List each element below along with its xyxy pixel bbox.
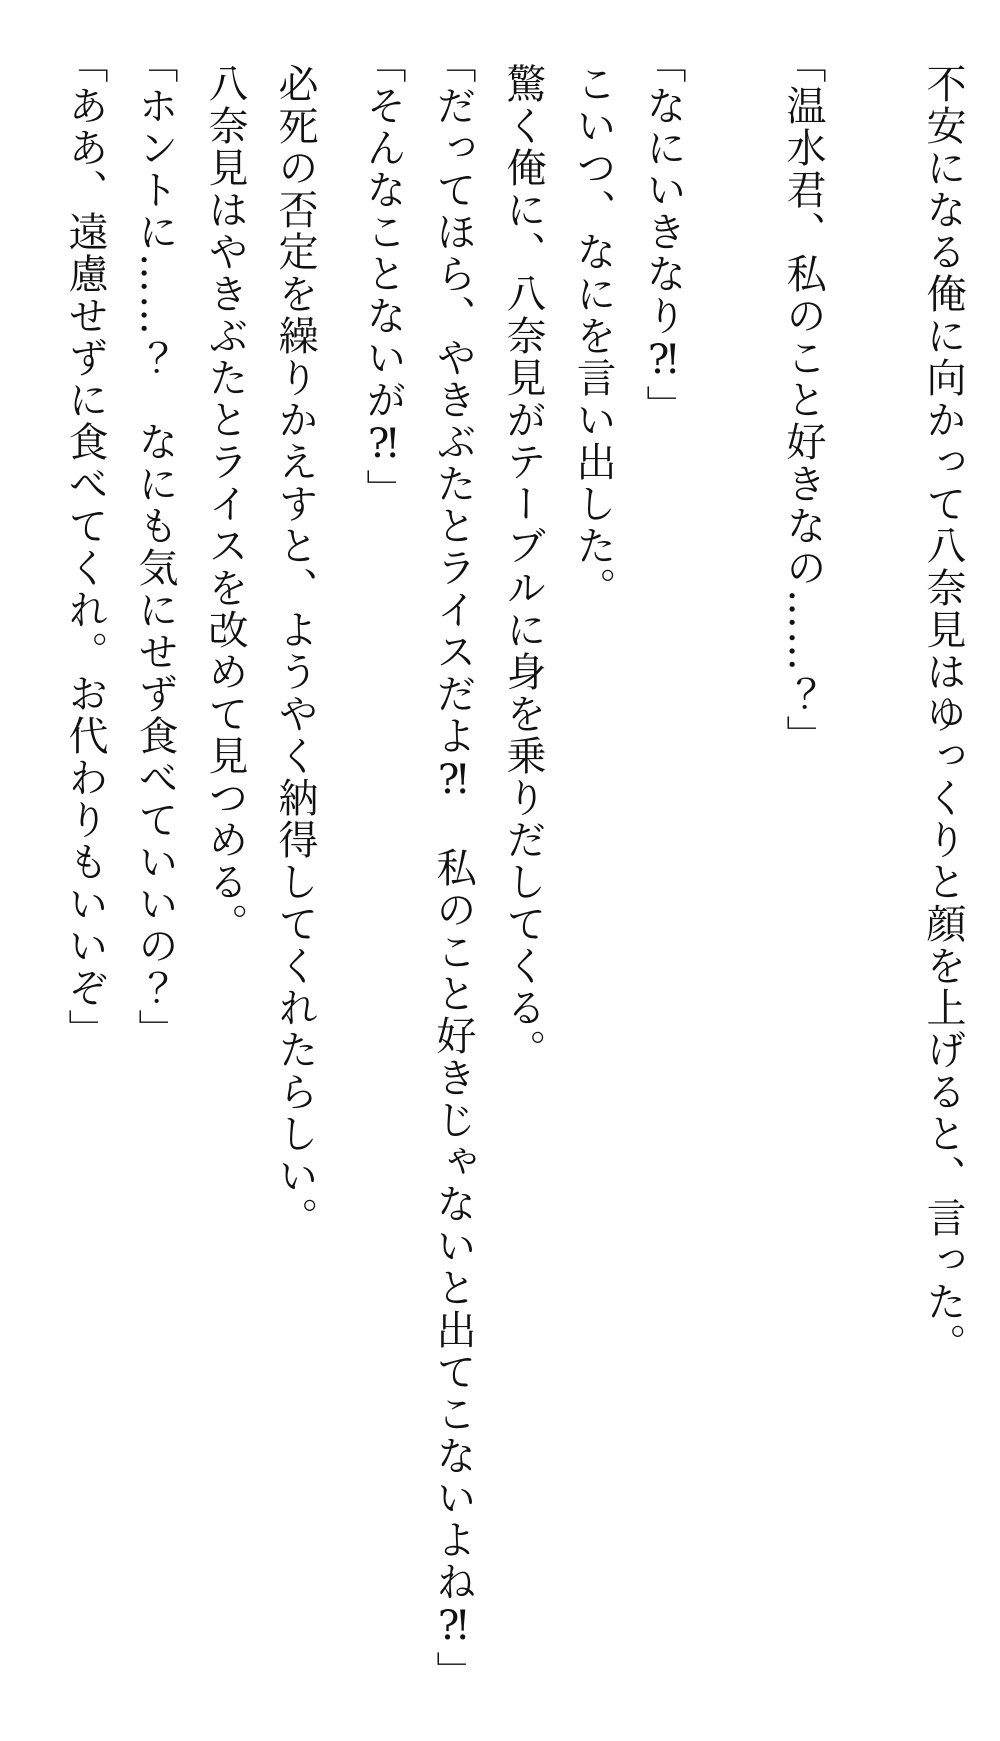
dialogue-line: 「そんなことないが⁈」 [360, 43, 406, 511]
narration-line: 必死の否定を繰りかえすと、ようやく納得してくれたらしい。 [272, 63, 318, 1239]
narration-line: 不安になる俺に向かって八奈見はゆっくりと顔を上げると、言った。 [920, 63, 966, 1365]
dialogue-line: 「温水君、私のこと好きなの……？」 [780, 43, 826, 757]
narration-line: こいつ、なにを言い出した。 [570, 63, 616, 609]
dialogue-line: 「ホントに……？ なにも気にせず食べていいの？」 [132, 43, 178, 1051]
dialogue-line: 「だってほら、やきぶたとライスだよ⁈ 私のこと好きじゃないと出てこないよね⁈」 [430, 43, 476, 1693]
dialogue-line: 「なにいきなり⁈」 [640, 43, 686, 427]
narration-line: 八奈見はやきぶたとライスを改めて見つめる。 [202, 63, 248, 945]
narration-line: 驚く俺に、八奈見がテーブルに身を乗りだしてくる。 [500, 63, 546, 1071]
dialogue-line: 「ああ、遠慮せずに食べてくれ。お代わりもいいぞ」 [62, 43, 108, 1051]
novel-page [50, 43, 978, 1698]
